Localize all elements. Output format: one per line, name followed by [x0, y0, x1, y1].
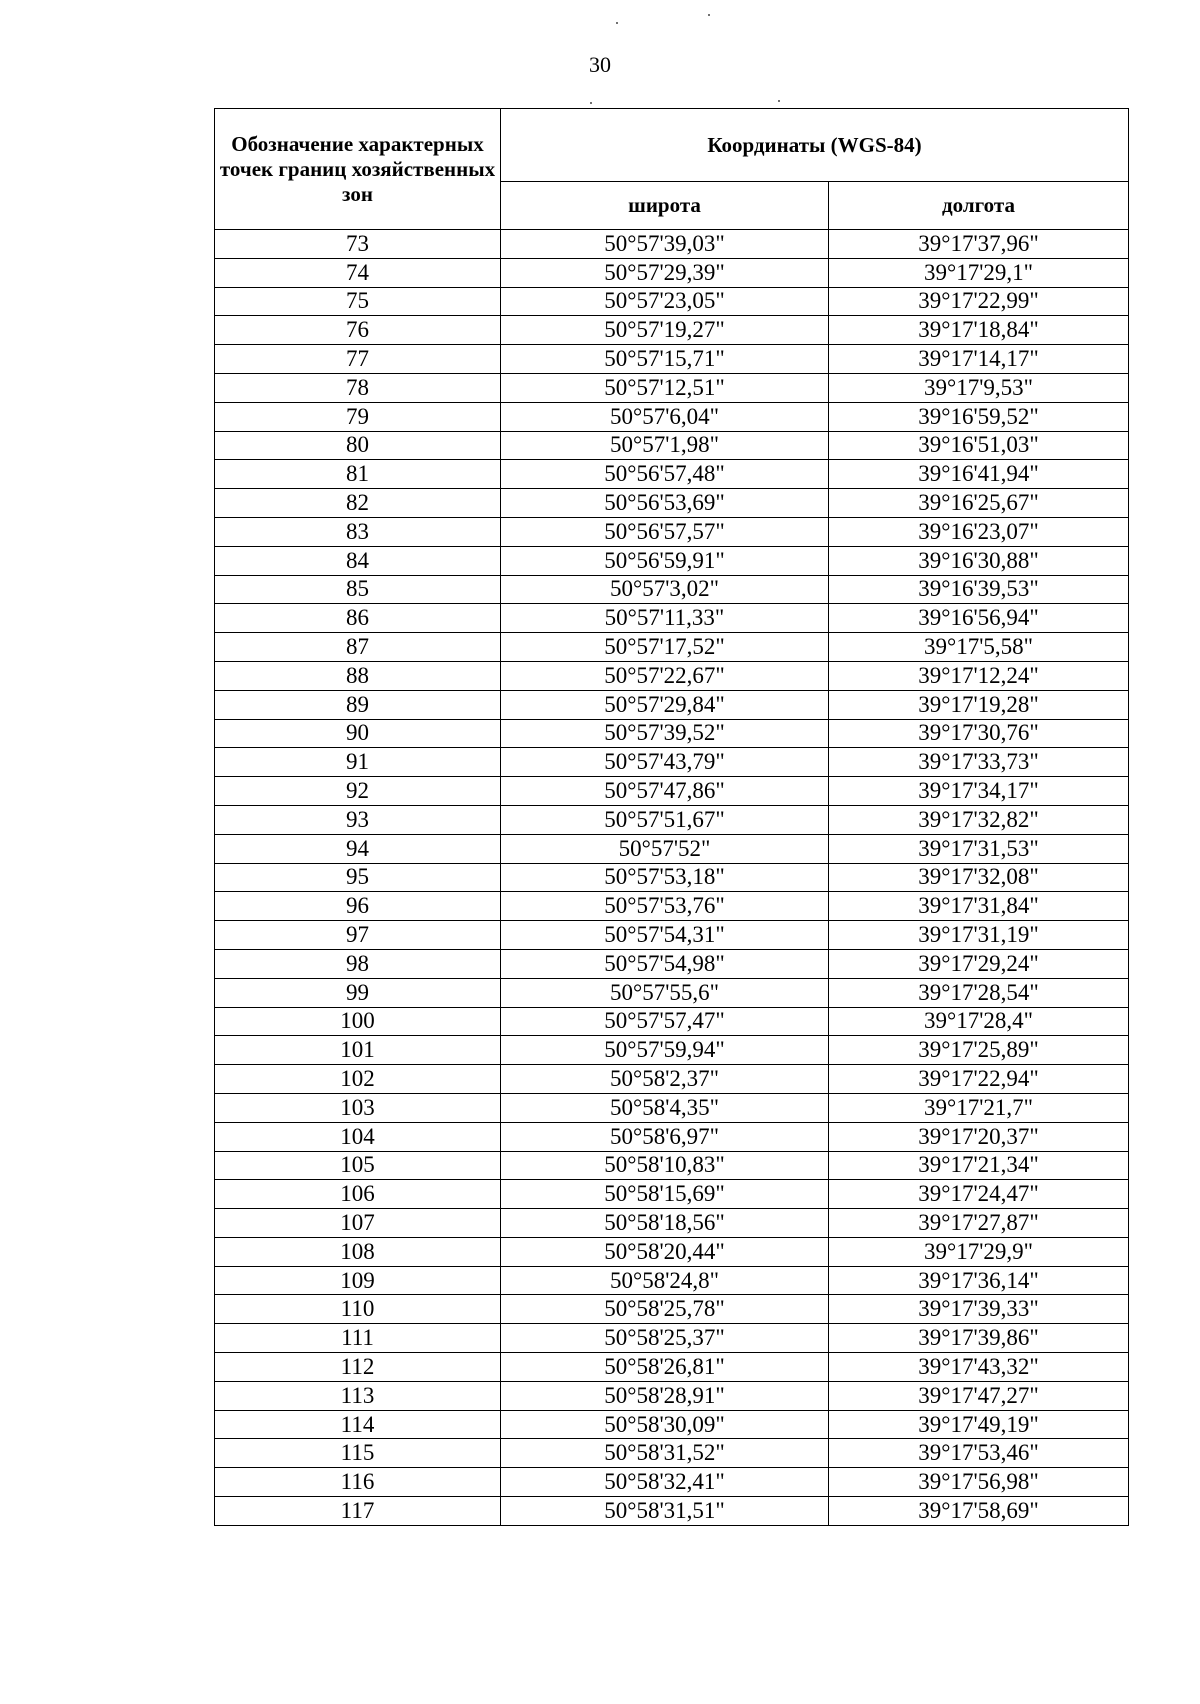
longitude-cell: 39°17'24,47" — [829, 1180, 1129, 1209]
table-row — [215, 1007, 1129, 1036]
table-row — [215, 287, 1129, 316]
longitude-cell: 39°16'59,52" — [829, 402, 1129, 431]
table-row — [215, 1237, 1129, 1266]
latitude-cell: 50°57'57,47" — [501, 1007, 829, 1036]
longitude-cell: 39°17'21,7" — [829, 1093, 1129, 1122]
point-number-cell: 111 — [215, 1324, 501, 1353]
longitude-cell: 39°17'43,32" — [829, 1353, 1129, 1382]
table-row — [215, 777, 1129, 806]
latitude-cell: 50°56'59,91" — [501, 546, 829, 575]
point-number-cell: 106 — [215, 1180, 501, 1209]
longitude-cell: 39°17'22,94" — [829, 1065, 1129, 1094]
point-number-cell: 89 — [215, 690, 501, 719]
latitude-cell: 50°58'25,37" — [501, 1324, 829, 1353]
longitude-cell: 39°17'21,34" — [829, 1151, 1129, 1180]
point-number-cell: 83 — [215, 517, 501, 546]
latitude-cell: 50°58'20,44" — [501, 1237, 829, 1266]
latitude-cell: 50°56'53,69" — [501, 489, 829, 518]
point-number-cell: 98 — [215, 949, 501, 978]
table-row — [215, 719, 1129, 748]
longitude-cell: 39°17'25,89" — [829, 1036, 1129, 1065]
latitude-cell: 50°57'29,84" — [501, 690, 829, 719]
longitude-cell: 39°17'58,69" — [829, 1497, 1129, 1526]
latitude-cell: 50°58'28,91" — [501, 1381, 829, 1410]
longitude-cell: 39°17'28,54" — [829, 978, 1129, 1007]
latitude-cell: 50°57'54,31" — [501, 921, 829, 950]
longitude-cell: 39°17'53,46" — [829, 1439, 1129, 1468]
longitude-cell: 39°16'23,07" — [829, 517, 1129, 546]
point-number-cell: 97 — [215, 921, 501, 950]
longitude-cell: 39°17'29,24" — [829, 949, 1129, 978]
table-row — [215, 1093, 1129, 1122]
latitude-cell: 50°58'31,51" — [501, 1497, 829, 1526]
point-number-cell: 114 — [215, 1410, 501, 1439]
point-number-cell: 82 — [215, 489, 501, 518]
point-number-cell: 102 — [215, 1065, 501, 1094]
scan-speck — [590, 102, 592, 104]
table-row — [215, 604, 1129, 633]
table-row — [215, 1209, 1129, 1238]
table-row — [215, 1324, 1129, 1353]
longitude-cell: 39°17'33,73" — [829, 748, 1129, 777]
designation-header: Обозначение характерных точек границ хозяйственных зон — [215, 109, 501, 230]
table-row — [215, 748, 1129, 777]
point-number-cell: 95 — [215, 863, 501, 892]
table-row — [215, 546, 1129, 575]
point-number-cell: 107 — [215, 1209, 501, 1238]
longitude-cell: 39°17'20,37" — [829, 1122, 1129, 1151]
table-row — [215, 1266, 1129, 1295]
latitude-cell: 50°58'4,35" — [501, 1093, 829, 1122]
latitude-cell: 50°56'57,57" — [501, 517, 829, 546]
point-number-cell: 88 — [215, 661, 501, 690]
table-row — [215, 345, 1129, 374]
point-number-cell: 105 — [215, 1151, 501, 1180]
longitude-cell: 39°17'29,1" — [829, 258, 1129, 287]
longitude-cell: 39°17'19,28" — [829, 690, 1129, 719]
longitude-cell: 39°16'30,88" — [829, 546, 1129, 575]
table-row — [215, 1410, 1129, 1439]
table-row — [215, 1036, 1129, 1065]
longitude-cell: 39°17'36,14" — [829, 1266, 1129, 1295]
point-number-cell: 96 — [215, 892, 501, 921]
table-row — [215, 1295, 1129, 1324]
table-row — [215, 575, 1129, 604]
point-number-cell: 110 — [215, 1295, 501, 1324]
point-number-cell: 84 — [215, 546, 501, 575]
latitude-cell: 50°57'17,52" — [501, 633, 829, 662]
point-number-cell: 115 — [215, 1439, 501, 1468]
latitude-cell: 50°57'12,51" — [501, 373, 829, 402]
point-number-cell: 87 — [215, 633, 501, 662]
point-number-cell: 92 — [215, 777, 501, 806]
table-row — [215, 373, 1129, 402]
longitude-cell: 39°17'31,84" — [829, 892, 1129, 921]
point-number-cell: 73 — [215, 230, 501, 259]
longitude-cell: 39°16'51,03" — [829, 431, 1129, 460]
latitude-cell: 50°57'1,98" — [501, 431, 829, 460]
latitude-cell: 50°57'3,02" — [501, 575, 829, 604]
table-row — [215, 431, 1129, 460]
latitude-cell: 50°57'11,33" — [501, 604, 829, 633]
latitude-cell: 50°58'25,78" — [501, 1295, 829, 1324]
table-row — [215, 1497, 1129, 1526]
table-row — [215, 1065, 1129, 1094]
latitude-cell: 50°58'26,81" — [501, 1353, 829, 1382]
point-number-cell: 80 — [215, 431, 501, 460]
latitude-cell: 50°57'53,76" — [501, 892, 829, 921]
point-number-cell: 91 — [215, 748, 501, 777]
longitude-cell: 39°17'18,84" — [829, 316, 1129, 345]
point-number-cell: 76 — [215, 316, 501, 345]
longitude-cell: 39°17'14,17" — [829, 345, 1129, 374]
longitude-cell: 39°17'39,86" — [829, 1324, 1129, 1353]
latitude-cell: 50°58'32,41" — [501, 1468, 829, 1497]
table-row — [215, 489, 1129, 518]
latitude-cell: 50°58'6,97" — [501, 1122, 829, 1151]
longitude-cell: 39°17'37,96" — [829, 230, 1129, 259]
latitude-cell: 50°57'19,27" — [501, 316, 829, 345]
point-number-cell: 79 — [215, 402, 501, 431]
latitude-cell: 50°58'24,8" — [501, 1266, 829, 1295]
longitude-cell: 39°17'34,17" — [829, 777, 1129, 806]
scan-speck — [616, 22, 618, 24]
table-row — [215, 517, 1129, 546]
latitude-cell: 50°58'18,56" — [501, 1209, 829, 1238]
point-number-cell: 100 — [215, 1007, 501, 1036]
page-number: 30 — [589, 52, 611, 77]
point-number-cell: 74 — [215, 258, 501, 287]
longitude-cell: 39°16'39,53" — [829, 575, 1129, 604]
point-number-cell: 94 — [215, 834, 501, 863]
longitude-cell: 39°17'9,53" — [829, 373, 1129, 402]
longitude-cell: 39°17'32,08" — [829, 863, 1129, 892]
longitude-cell: 39°17'28,4" — [829, 1007, 1129, 1036]
table-row — [215, 1468, 1129, 1497]
scan-speck — [778, 100, 780, 102]
longitude-cell: 39°17'22,99" — [829, 287, 1129, 316]
point-number-cell: 86 — [215, 604, 501, 633]
point-number-cell: 116 — [215, 1468, 501, 1497]
longitude-cell: 39°17'31,53" — [829, 834, 1129, 863]
latitude-cell: 50°57'29,39" — [501, 258, 829, 287]
table-row — [215, 1122, 1129, 1151]
table-row — [215, 690, 1129, 719]
longitude-cell: 39°17'31,19" — [829, 921, 1129, 950]
longitude-cell: 39°17'47,27" — [829, 1381, 1129, 1410]
longitude-cell: 39°16'56,94" — [829, 604, 1129, 633]
latitude-cell: 50°58'31,52" — [501, 1439, 829, 1468]
latitude-cell: 50°58'2,37" — [501, 1065, 829, 1094]
latitude-cell: 50°56'57,48" — [501, 460, 829, 489]
longitude-cell: 39°16'41,94" — [829, 460, 1129, 489]
latitude-cell: 50°57'39,52" — [501, 719, 829, 748]
point-number-cell: 113 — [215, 1381, 501, 1410]
point-number-cell: 93 — [215, 805, 501, 834]
table-row — [215, 1353, 1129, 1382]
longitude-cell: 39°17'27,87" — [829, 1209, 1129, 1238]
latitude-cell: 50°57'6,04" — [501, 402, 829, 431]
latitude-cell: 50°57'59,94" — [501, 1036, 829, 1065]
coordinates-table — [214, 108, 1129, 1526]
longitude-cell: 39°17'49,19" — [829, 1410, 1129, 1439]
latitude-cell: 50°57'55,6" — [501, 978, 829, 1007]
point-number-cell: 99 — [215, 978, 501, 1007]
longitude-cell: 39°17'12,24" — [829, 661, 1129, 690]
table-row — [215, 1151, 1129, 1180]
latitude-cell: 50°57'22,67" — [501, 661, 829, 690]
table-row — [215, 1381, 1129, 1410]
longitude-cell: 39°17'39,33" — [829, 1295, 1129, 1324]
table-row — [215, 921, 1129, 950]
table-row — [215, 316, 1129, 345]
longitude-cell: 39°16'25,67" — [829, 489, 1129, 518]
point-number-cell: 77 — [215, 345, 501, 374]
latitude-cell: 50°58'10,83" — [501, 1151, 829, 1180]
latitude-cell: 50°57'23,05" — [501, 287, 829, 316]
longitude-cell: 39°17'56,98" — [829, 1468, 1129, 1497]
latitude-cell: 50°58'30,09" — [501, 1410, 829, 1439]
latitude-cell: 50°58'15,69" — [501, 1180, 829, 1209]
table-row — [215, 1180, 1129, 1209]
point-number-cell: 112 — [215, 1353, 501, 1382]
table-row — [215, 258, 1129, 287]
table-row — [215, 661, 1129, 690]
table-row — [215, 863, 1129, 892]
point-number-cell: 90 — [215, 719, 501, 748]
point-number-cell: 78 — [215, 373, 501, 402]
latitude-header: широта — [501, 182, 829, 230]
scan-speck — [708, 14, 710, 16]
table-row — [215, 834, 1129, 863]
longitude-cell: 39°17'29,9" — [829, 1237, 1129, 1266]
table-row — [215, 402, 1129, 431]
point-number-cell: 109 — [215, 1266, 501, 1295]
point-number-cell: 104 — [215, 1122, 501, 1151]
latitude-cell: 50°57'39,03" — [501, 230, 829, 259]
latitude-cell: 50°57'53,18" — [501, 863, 829, 892]
latitude-cell: 50°57'54,98" — [501, 949, 829, 978]
table-body — [215, 230, 1129, 1526]
point-number-cell: 101 — [215, 1036, 501, 1065]
longitude-cell: 39°17'30,76" — [829, 719, 1129, 748]
longitude-cell: 39°17'5,58" — [829, 633, 1129, 662]
latitude-cell: 50°57'51,67" — [501, 805, 829, 834]
table-row — [215, 892, 1129, 921]
longitude-cell: 39°17'32,82" — [829, 805, 1129, 834]
table-row — [215, 460, 1129, 489]
coordinates-header: Координаты (WGS-84) — [501, 109, 1129, 182]
table-row — [215, 978, 1129, 1007]
point-number-cell: 117 — [215, 1497, 501, 1526]
latitude-cell: 50°57'52" — [501, 834, 829, 863]
point-number-cell: 103 — [215, 1093, 501, 1122]
latitude-cell: 50°57'43,79" — [501, 748, 829, 777]
table-row — [215, 805, 1129, 834]
table-row — [215, 230, 1129, 259]
point-number-cell: 85 — [215, 575, 501, 604]
longitude-header: долгота — [829, 182, 1129, 230]
table-row — [215, 633, 1129, 662]
point-number-cell: 75 — [215, 287, 501, 316]
table-row — [215, 1439, 1129, 1468]
table-row — [215, 949, 1129, 978]
latitude-cell: 50°57'47,86" — [501, 777, 829, 806]
point-number-cell: 108 — [215, 1237, 501, 1266]
latitude-cell: 50°57'15,71" — [501, 345, 829, 374]
point-number-cell: 81 — [215, 460, 501, 489]
